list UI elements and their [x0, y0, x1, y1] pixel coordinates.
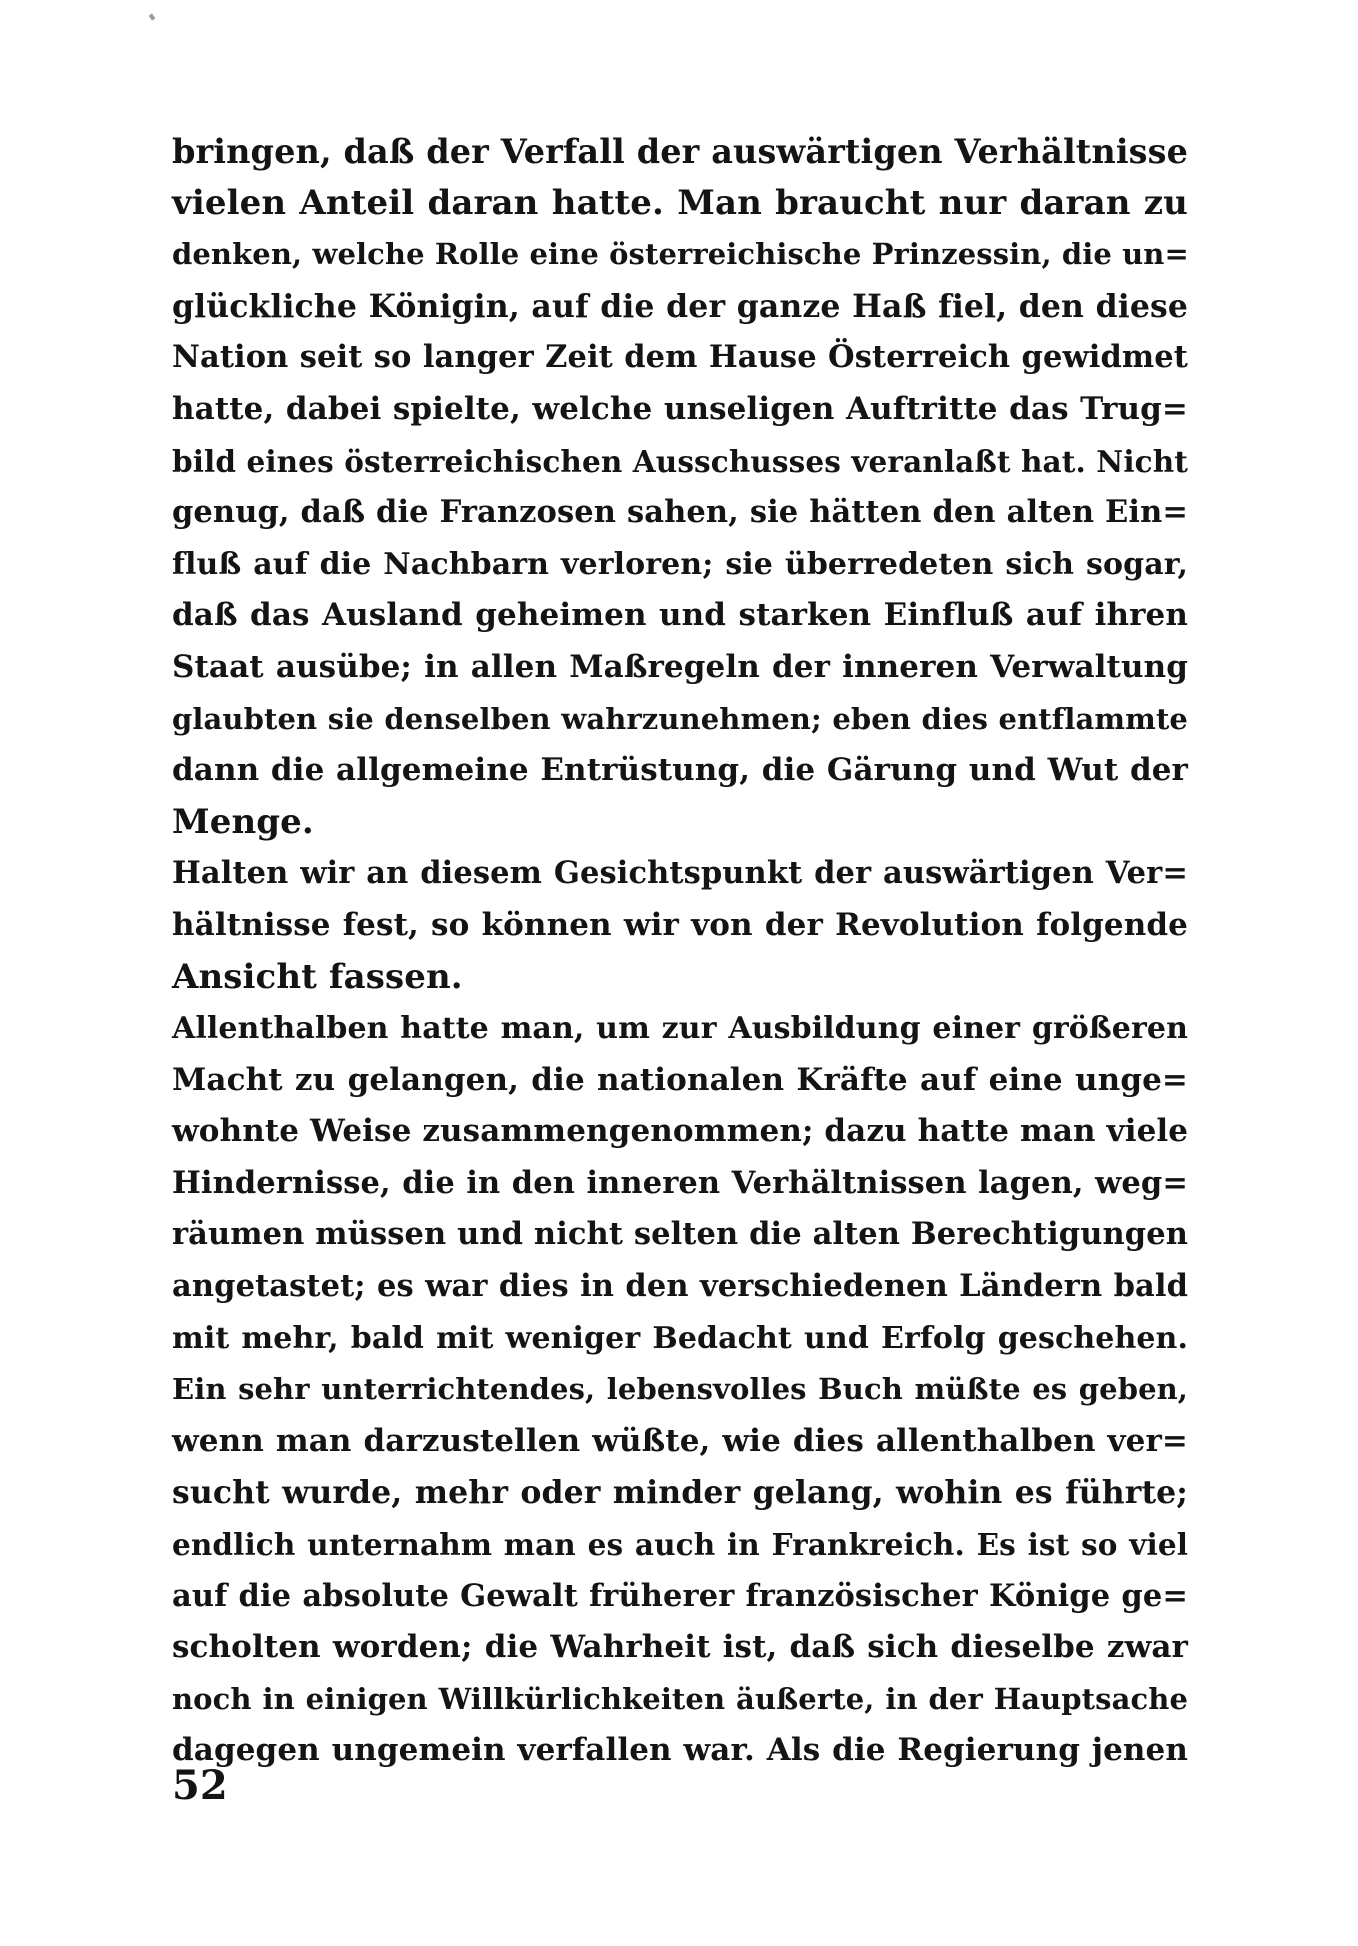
- text-line: Ansicht fassen.: [172, 956, 463, 997]
- text-line: bild eines österreichischen Ausschusses veranlaßt hat. Nicht: [172, 443, 1188, 479]
- text-line: fluß auf die Nachbarn verloren; sie überredeten sich sogar,: [172, 546, 1188, 582]
- text-line: angetastet; es war dies in den verschiedenen Ländern bald: [172, 1268, 1188, 1305]
- text-line: hältnisse fest, so können wir von der Revolution folgende: [172, 906, 1188, 943]
- text-line: Macht zu gelangen, die nationalen Kräfte auf eine unge=: [172, 1061, 1188, 1098]
- text-line: genug, daß die Franzosen sahen, sie hätten den alten Ein=: [172, 494, 1188, 531]
- text-line: Allenthalben hatte man, um zur Ausbildung einer größeren: [172, 1011, 1188, 1047]
- text-line: wenn man darzustellen wüßte, wie dies allenthalben ver=: [172, 1422, 1188, 1459]
- text-line: hatte, dabei spielte, welche unseligen Auftritte das Trug=: [172, 390, 1188, 427]
- text-line: Halten wir an diesem Gesichtspunkt der auswärtigen Ver=: [172, 855, 1188, 892]
- text-line: räumen müssen und nicht selten die alten Berechtigungen: [172, 1216, 1188, 1253]
- text-line: mit mehr, bald mit weniger Bedacht und Erfolg geschehen.: [172, 1320, 1188, 1356]
- text-line: scholten worden; die Wahrheit ist, daß sich dieselbe zwar: [172, 1629, 1188, 1666]
- scan-speck: [149, 13, 156, 20]
- text-line: endlich unternahm man es auch in Frankreich. Es ist so viel: [172, 1527, 1188, 1563]
- text-line: sucht wurde, mehr oder minder gelang, wohin es führte;: [172, 1474, 1188, 1512]
- body-text: [172, 126, 1188, 1777]
- text-line: dann die allgemeine Entrüstung, die Gärung und Wut der: [172, 752, 1188, 789]
- text-line: bringen, daß der Verfall der auswärtigen Verhältnisse: [172, 132, 1188, 171]
- text-line: auf die absolute Gewalt früherer französischer Könige ge=: [172, 1577, 1188, 1614]
- text-line: Menge.: [172, 801, 314, 842]
- text-line: Staat ausübe; in allen Maßregeln der inneren Verwaltung: [172, 648, 1188, 685]
- text-line: vielen Anteil daran hatte. Man braucht nur daran zu: [172, 182, 1188, 223]
- text-line: Ein sehr unterrichtendes, lebensvolles Buch müßte es geben,: [172, 1372, 1188, 1407]
- text-line: Hindernisse, die in den inneren Verhältnissen lagen, weg=: [172, 1164, 1188, 1201]
- text-line: denken, welche Rolle eine österreichische Prinzessin, die un=: [172, 237, 1189, 272]
- text-line: dagegen ungemein verfallen war. Als die Regierung jenen: [172, 1732, 1188, 1769]
- text-line: daß das Ausland geheimen und starken Einfluß auf ihren: [172, 597, 1188, 634]
- text-line: Nation seit so langer Zeit dem Hause Österreich gewidmet: [172, 339, 1188, 376]
- text-line: noch in einigen Willkürlichkeiten äußerte, in der Hauptsache: [172, 1681, 1188, 1716]
- page-number: 52: [172, 1762, 228, 1809]
- text-line: glaubten sie denselben wahrzunehmen; eben dies entflammte: [172, 701, 1188, 736]
- text-line: wohnte Weise zusammengenommen; dazu hatte man viele: [172, 1113, 1189, 1150]
- text-line: glückliche Königin, auf die der ganze Haß fiel, den diese: [172, 287, 1188, 325]
